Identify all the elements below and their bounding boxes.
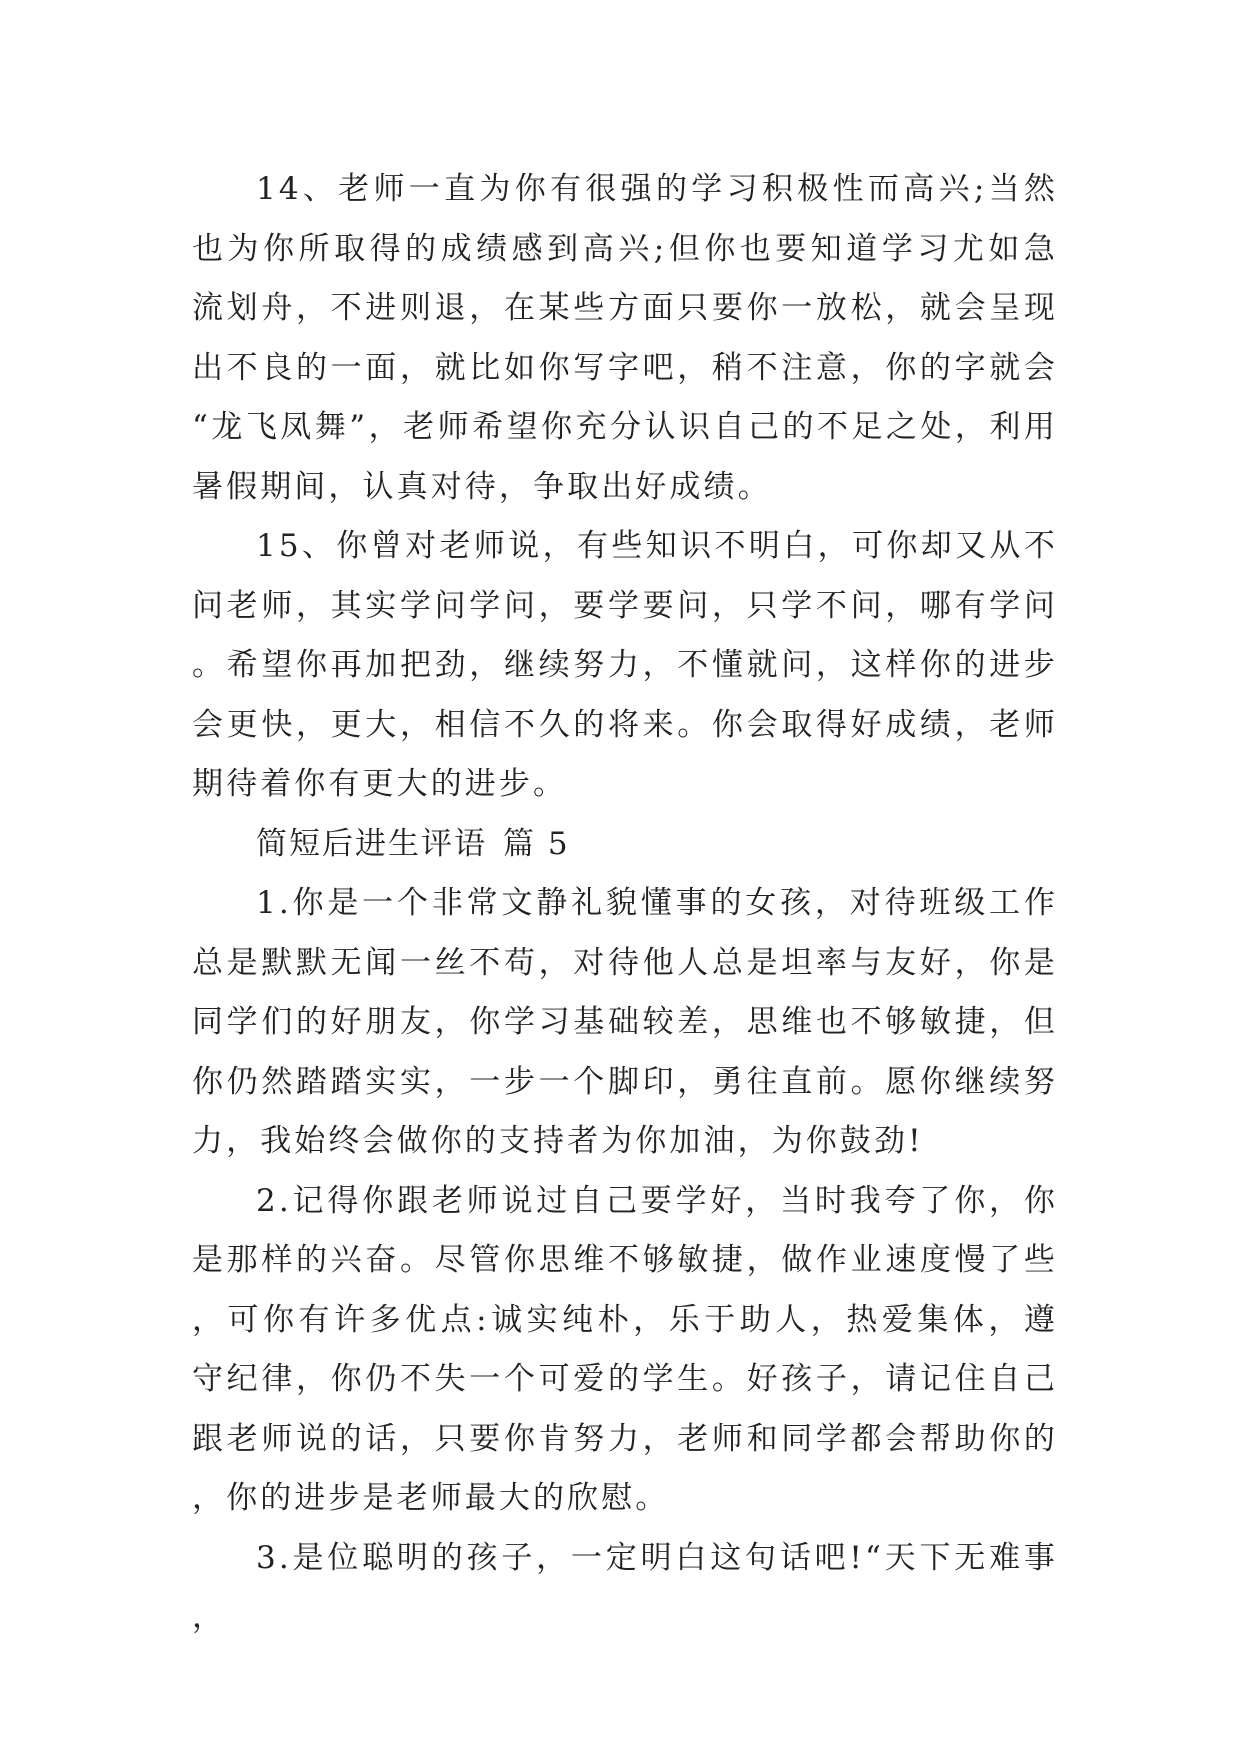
section-comment-1: 1.你是一个非常文静礼貌懂事的女孩，对待班级工作总是默默无闻一丝不苟，对待他人总是坦率与友好，你是同学们的好朋友，你学习基础较差，思维也不够敏捷，但你仍然踏踏实实，一步一个脚印，勇往直前。愿你继续努力，我始终会做你的支持者为你加油，为你鼓劲!: [192, 885, 1058, 1159]
comment-paragraph-14: 14、老师一直为你有很强的学习积极性而高兴;当然也为你所取得的成绩感到高兴;但你也要知道学习尤如急流划舟，不进则退，在某些方面只要你一放松，就会呈现出不良的一面，就比如你写字吧，稍不注意，你的字就会“龙飞凤舞”，老师希望你充分认识自己的不足之处，利用暑假期间，认真对待，争取出好成绩。: [192, 171, 1058, 505]
section-heading: [192, 815, 1058, 875]
comment-paragraph-15: 15、你曾对老师说，有些知识不明白，可你却又从不问老师，其实学问学问，要学要问，只学不问，哪有学问。希望你再加把劲，继续努力，不懂就问，这样你的进步会更快，更大，相信不久的将来。你会取得好成绩，老师期待着你有更大的进步。: [192, 528, 1058, 802]
section-heading-title: 简短后进生评语: [256, 825, 487, 862]
document-body: [192, 160, 1058, 1648]
section-heading-part: 篇 5: [503, 825, 570, 862]
section-comment-3: 3.是位聪明的孩子，一定明白这句话吧!“天下无难事，: [192, 1539, 1058, 1635]
section-comment-2: 2.记得你跟老师说过自己要学好，当时我夸了你，你是那样的兴奋。尽管你思维不够敏捷，做作业速度慢了些，可你有许多优点:诚实纯朴，乐于助人，热爱集体，遵守纪律，你仍不失一个可爱的学生。好孩子，请记住自己跟老师说的话，只要你肯努力，老师和同学都会帮助你的，你的进步是老师最大的欣慰。: [192, 1182, 1058, 1516]
